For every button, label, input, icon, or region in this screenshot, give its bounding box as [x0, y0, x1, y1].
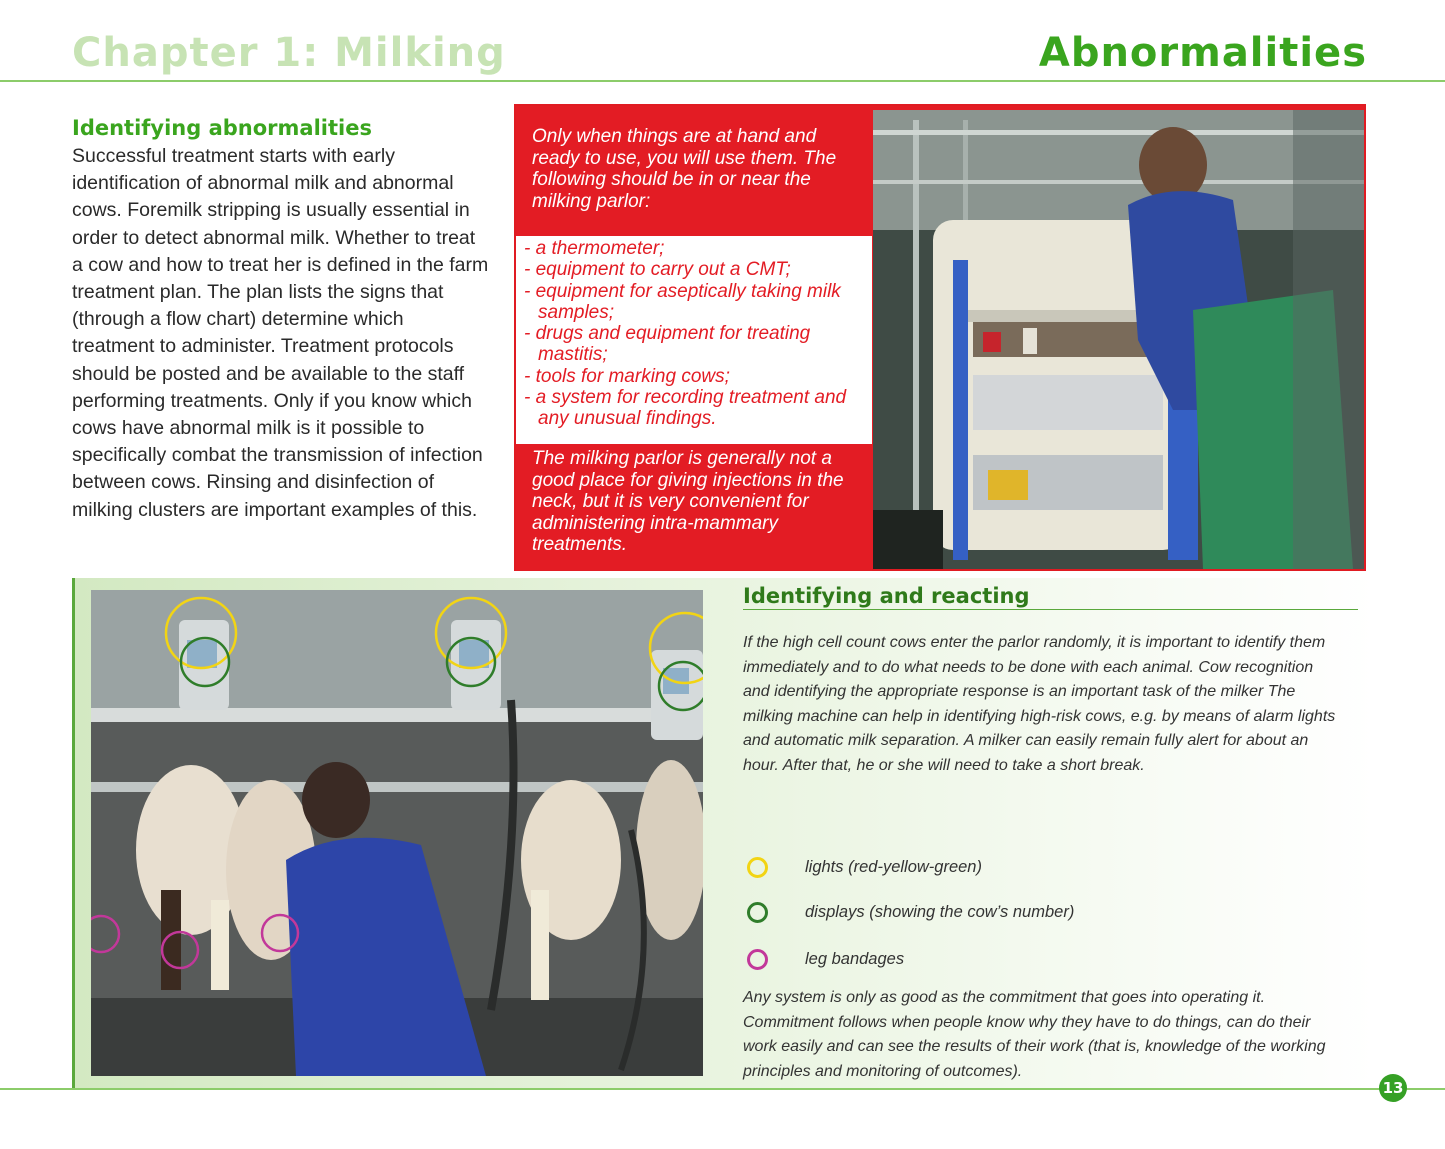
- section-title-reacting: Identifying and reacting: [743, 584, 1030, 608]
- footer-divider: [0, 1088, 1445, 1090]
- equipment-item: - equipment for aseptically taking milk samples;: [524, 280, 841, 323]
- equipment-item: - a system for recording treatment and any unusual findings.: [524, 387, 847, 430]
- legend-label: displays (showing the cow’s number): [805, 903, 1075, 921]
- equipment-item: - tools for marking cows;: [524, 365, 730, 387]
- reacting-paragraph-2: Any system is only as good as the commitment that goes into operating it. Commitment follows when people know why they have to do things, can do their work easily and can see the results of their work (that is, knowledge of the working principles and monitoring of outcomes).: [743, 989, 1326, 1080]
- reacting-paragraph-1: If the high cell count cows enter the parlor randomly, it is important to identify them immediately and to do what needs to be done with each animal. Cow recognition and identifying the appropriate response is an important task of the milker The milking machine can help in identifying high-risk cows, e.g. by means of alarm lights and automatic milk separation. A milker can easily remain fully alert for about an hour. After that, he or she will need to take a short break.: [743, 634, 1336, 774]
- topic-heading: Abnormalities: [1038, 30, 1367, 76]
- equipment-item: - drugs and equipment for treating mastitis;: [524, 323, 811, 366]
- section-divider: [743, 609, 1358, 610]
- identifying-reacting-panel: [72, 578, 1375, 1088]
- page-number-badge: 13: [1379, 1074, 1407, 1102]
- equipment-intro: Only when things are at hand and ready to use, you will use them. The following should be in or near the milking parlor:: [516, 106, 872, 236]
- section-title-identifying: Identifying abnormalities: [72, 116, 372, 140]
- milking-parlor-photo: [91, 590, 703, 1076]
- header-divider: [0, 80, 1445, 82]
- identifying-body-text: Successful treatment starts with early identification of abnormal milk and abnormal cows. Foremilk stripping is usually essential in order to detect abnormal milk. Whether to treat a cow and how to treat her is defined in the farm treatment plan. The plan lists the signs that (through a flow chart) determine which treatment to administer. Treatment protocols should be posted and be available to the staff performing treatments. Only if you know which cows have abnormal milk is it possible to specifically combat the transmission of infection between cows. Rinsing and disinfection of milking clusters are important examples of this.: [72, 145, 489, 521]
- legend-label: lights (red-yellow-green): [805, 858, 982, 876]
- parlor-equipment-box: [514, 104, 1366, 571]
- yellow-circle-icon: [747, 857, 768, 878]
- equipment-item: - a thermometer;: [524, 238, 665, 259]
- parlor-cabinet-photo: [873, 110, 1364, 569]
- equipment-list: [516, 236, 872, 444]
- equipment-outro: The milking parlor is generally not a good place for giving injections in the neck, but it is very convenient for administering intra-mammary treatments.: [516, 444, 872, 571]
- equipment-item: - equipment to carry out a CMT;: [524, 259, 791, 281]
- legend-label: leg bandages: [805, 950, 905, 968]
- green-circle-icon: [747, 902, 768, 923]
- magenta-circle-icon: [747, 949, 768, 970]
- chapter-heading: Chapter 1: Milking: [72, 30, 506, 76]
